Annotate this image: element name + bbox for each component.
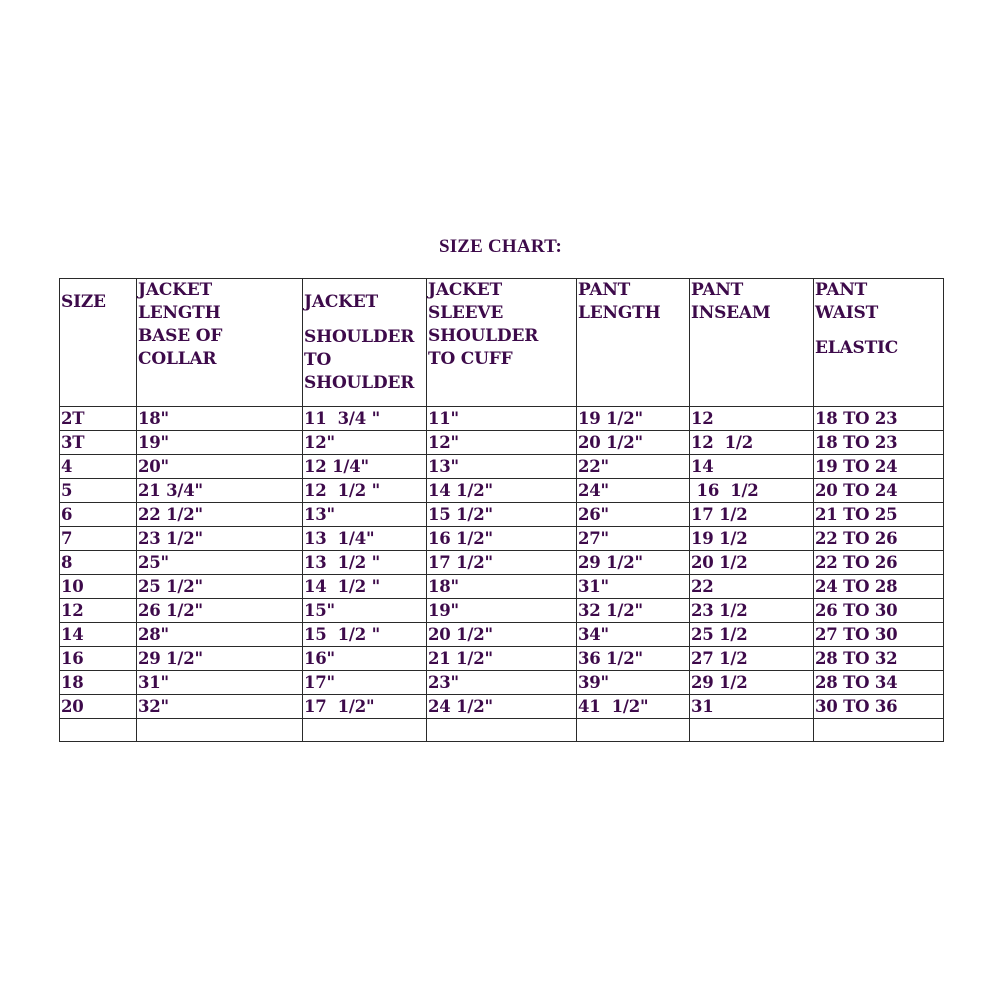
header-size-line: SIZE [61,292,106,312]
cell-pant-length [577,719,690,742]
cell-jacket-length: 22 1/2" [137,503,303,527]
header-line: SHOULDER [304,373,415,393]
cell-pant-waist: 28 TO 32 [814,647,944,671]
size-chart-title: SIZE CHART: [438,236,563,257]
cell-jacket-sleeve [427,719,577,742]
cell-size: 14 [60,623,137,647]
cell-jacket-length: 32" [137,695,303,719]
cell-jacket-length [137,719,303,742]
cell-jacket-sleeve: 12" [427,431,577,455]
cell-size: 16 [60,647,137,671]
cell-size: 12 [60,599,137,623]
cell-jacket-shoulder: 15 1/2 " [303,623,427,647]
header-line: TO [304,350,332,370]
cell-jacket-sleeve: 20 1/2" [427,623,577,647]
header-line: LENGTH [578,303,661,323]
cell-jacket-sleeve: 16 1/2" [427,527,577,551]
cell-pant-length: 27" [577,527,690,551]
header-pant-inseam [690,279,814,407]
cell-jacket-shoulder: 15" [303,599,427,623]
cell-pant-waist: 26 TO 30 [814,599,944,623]
header-line: COLLAR [138,349,217,369]
cell-pant-inseam: 29 1/2 [690,671,814,695]
header-line: LENGTH [138,303,221,323]
table-row [60,599,944,623]
cell-size: 7 [60,527,137,551]
cell-pant-waist: 30 TO 36 [814,695,944,719]
table-row [60,503,944,527]
cell-pant-length: 31" [577,575,690,599]
cell-size: 5 [60,479,137,503]
header-line: SLEEVE [428,303,504,323]
cell-size: 2T [60,407,137,431]
header-line: PANT [578,280,631,300]
header-size [60,279,137,407]
cell-jacket-shoulder: 11 3/4 " [303,407,427,431]
cell-pant-length: 24" [577,479,690,503]
cell-pant-inseam: 20 1/2 [690,551,814,575]
cell-jacket-sleeve: 13" [427,455,577,479]
cell-pant-length: 41 1/2" [577,695,690,719]
cell-pant-inseam: 23 1/2 [690,599,814,623]
size-chart-table [59,278,944,742]
size-chart-body [60,407,944,742]
cell-jacket-length: 31" [137,671,303,695]
header-line: JACKET [304,292,378,312]
cell-jacket-length: 25" [137,551,303,575]
cell-jacket-sleeve: 15 1/2" [427,503,577,527]
cell-pant-waist: 19 TO 24 [814,455,944,479]
cell-jacket-length: 19" [137,431,303,455]
cell-jacket-shoulder: 12" [303,431,427,455]
cell-size: 3T [60,431,137,455]
cell-pant-waist: 27 TO 30 [814,623,944,647]
cell-pant-inseam: 25 1/2 [690,623,814,647]
cell-pant-inseam: 27 1/2 [690,647,814,671]
table-row [60,431,944,455]
header-line: BASE OF [138,326,223,346]
header-pant-length [577,279,690,407]
cell-jacket-sleeve: 11" [427,407,577,431]
cell-jacket-sleeve: 23" [427,671,577,695]
table-row [60,575,944,599]
cell-jacket-length: 18" [137,407,303,431]
table-row [60,719,944,742]
header-gap [304,314,425,326]
header-line: TO CUFF [428,349,513,369]
cell-pant-inseam: 22 [690,575,814,599]
cell-pant-inseam: 16 1/2 [690,479,814,503]
header-line: PANT [691,280,744,300]
cell-jacket-shoulder: 13" [303,503,427,527]
cell-jacket-sleeve: 19" [427,599,577,623]
header-line: WAIST [815,303,879,323]
cell-pant-inseam: 12 [690,407,814,431]
table-row [60,671,944,695]
cell-pant-inseam: 31 [690,695,814,719]
header-line: SHOULDER [304,327,415,347]
cell-pant-length: 22" [577,455,690,479]
cell-jacket-shoulder: 14 1/2 " [303,575,427,599]
cell-jacket-length: 26 1/2" [137,599,303,623]
cell-pant-inseam: 14 [690,455,814,479]
cell-size: 8 [60,551,137,575]
cell-pant-length: 39" [577,671,690,695]
cell-pant-length: 29 1/2" [577,551,690,575]
header-line: JACKET [138,280,212,300]
cell-pant-waist: 22 TO 26 [814,527,944,551]
cell-pant-inseam [690,719,814,742]
cell-pant-waist: 20 TO 24 [814,479,944,503]
cell-jacket-shoulder: 13 1/4" [303,527,427,551]
cell-jacket-shoulder: 12 1/2 " [303,479,427,503]
cell-jacket-sleeve: 17 1/2" [427,551,577,575]
cell-jacket-length: 21 3/4" [137,479,303,503]
cell-pant-waist: 24 TO 28 [814,575,944,599]
header-line: SHOULDER [428,326,539,346]
cell-jacket-sleeve: 18" [427,575,577,599]
cell-size: 10 [60,575,137,599]
cell-pant-length: 19 1/2" [577,407,690,431]
cell-pant-length: 20 1/2" [577,431,690,455]
cell-pant-waist: 21 TO 25 [814,503,944,527]
header-gap [815,325,942,337]
cell-pant-waist: 28 TO 34 [814,671,944,695]
cell-size [60,719,137,742]
cell-jacket-shoulder: 17 1/2" [303,695,427,719]
cell-size: 4 [60,455,137,479]
header-jacket-shoulder [303,279,427,407]
cell-size: 6 [60,503,137,527]
cell-jacket-shoulder [303,719,427,742]
header-line: PANT [815,280,868,300]
cell-jacket-sleeve: 14 1/2" [427,479,577,503]
table-row [60,527,944,551]
cell-jacket-length: 23 1/2" [137,527,303,551]
cell-pant-length: 32 1/2" [577,599,690,623]
cell-pant-length: 26" [577,503,690,527]
cell-jacket-length: 28" [137,623,303,647]
cell-pant-length: 34" [577,623,690,647]
cell-jacket-shoulder: 13 1/2 " [303,551,427,575]
table-row [60,551,944,575]
header-jacket-sleeve [427,279,577,407]
table-row [60,623,944,647]
table-row [60,455,944,479]
cell-size: 20 [60,695,137,719]
cell-pant-inseam: 17 1/2 [690,503,814,527]
cell-jacket-shoulder: 17" [303,671,427,695]
header-jacket-length [137,279,303,407]
cell-jacket-length: 29 1/2" [137,647,303,671]
cell-jacket-length: 20" [137,455,303,479]
table-row [60,695,944,719]
cell-jacket-length: 25 1/2" [137,575,303,599]
cell-pant-inseam: 12 1/2 [690,431,814,455]
table-row [60,407,944,431]
header-line: ELASTIC [815,338,899,358]
header-line: INSEAM [691,303,771,323]
cell-jacket-sleeve: 24 1/2" [427,695,577,719]
header-line: JACKET [428,280,502,300]
cell-jacket-sleeve: 21 1/2" [427,647,577,671]
cell-pant-waist: 18 TO 23 [814,407,944,431]
header-row [60,279,944,407]
cell-pant-inseam: 19 1/2 [690,527,814,551]
cell-pant-waist: 18 TO 23 [814,431,944,455]
cell-size: 18 [60,671,137,695]
table-row [60,479,944,503]
cell-pant-waist [814,719,944,742]
header-pant-waist [814,279,944,407]
cell-jacket-shoulder: 16" [303,647,427,671]
table-row [60,647,944,671]
cell-pant-waist: 22 TO 26 [814,551,944,575]
cell-pant-length: 36 1/2" [577,647,690,671]
cell-jacket-shoulder: 12 1/4" [303,455,427,479]
